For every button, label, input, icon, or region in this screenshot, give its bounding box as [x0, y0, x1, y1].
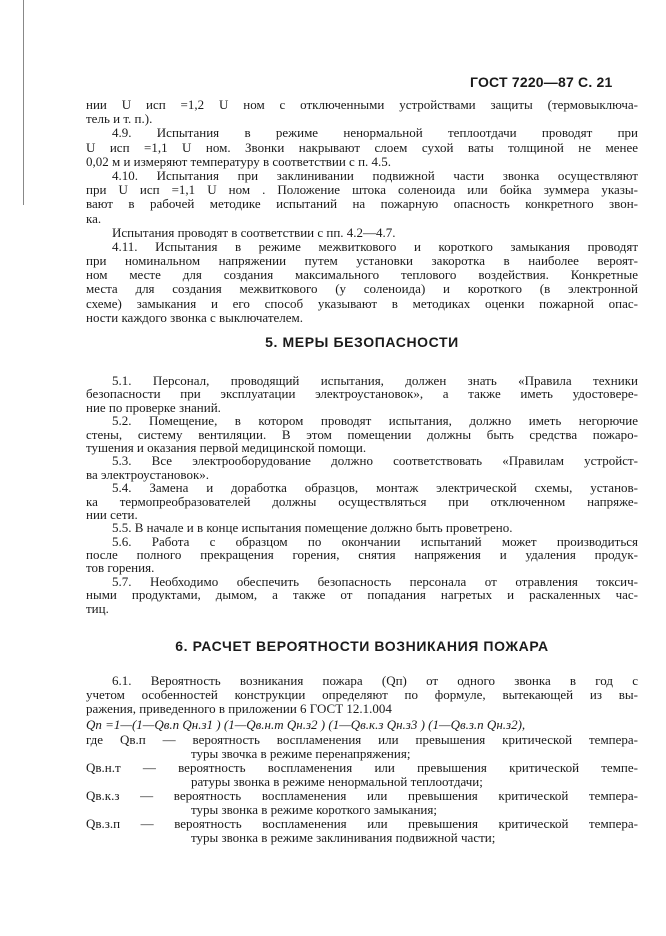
text-line: вают в рабочей методике испытаний на пожарную опасность конкретного звон- [86, 196, 638, 212]
text-line: ка термопреобразователей должны осуществляться при отключенном напряже- [86, 493, 638, 509]
text-line: 4.10. Испытания при заклинивании подвижной части звонка осуществляют [112, 167, 638, 183]
text-line: Qв.н.т — вероятность воспламенения или превышения критической темпе- [86, 760, 638, 775]
text-line: тель и т. п.). [86, 111, 153, 127]
paragraph [86, 98, 638, 126]
text-line: тиц. [86, 600, 109, 616]
section-6-heading: 6. РАСЧЕТ ВЕРОЯТНОСТИ ВОЗНИКАНИЯ ПОЖАРА [175, 638, 549, 654]
text-line: где Qв.п — вероятность воспламенения или превышения критической темпера- [86, 732, 638, 747]
text-line: после полного прекращения горения, снятия напряжения и удаления продук- [86, 547, 638, 563]
text-line: 5.2. Помещение, в котором проводят испытания, должно иметь негорючие [112, 413, 638, 429]
text-line: ва электроустановок». [86, 466, 210, 482]
text-line: 5.4. Замена и доработка образцов, монтаж электрической схемы, установ- [112, 480, 638, 496]
paragraph [86, 521, 638, 534]
paragraph [86, 575, 638, 615]
paragraph [86, 535, 638, 575]
text-line: 4.9. Испытания в режиме ненормальной теплоотдачи проводят при [112, 125, 638, 141]
text-line: безопасности при эксплуатации электроустановок», а также иметь удостовере- [86, 386, 638, 402]
text-line: нии сети. [86, 506, 138, 522]
paragraph [86, 454, 638, 481]
paragraph [86, 126, 638, 169]
text-line: туры звочка в режиме перенапряжения; [191, 746, 411, 761]
text-line: ными продуктами, дымом, а также от попадания нагретых и раскаленных час- [86, 587, 638, 603]
text-line: 5.6. Работа с образцом по окончании испытаний может производиться [112, 533, 638, 549]
text-line: учетом особенностей конструкции определяют по формуле, вытекающей из вы- [86, 687, 638, 702]
text-line: ние по проверке знаний. [86, 399, 221, 415]
text-line: 5.5. В начале и в конце испытания помещение должно быть проветрено. [112, 520, 513, 536]
text-line: ратуры звонка в режиме ненормальной теплоотдачи; [191, 774, 483, 789]
definition-item [86, 817, 638, 845]
section-5-heading: 5. МЕРЫ БЕЗОПАСНОСТИ [265, 334, 459, 350]
text-line: ном месте для создания максимального теплового воздействия. Конкретные [86, 267, 638, 283]
text-line: 6.1. Вероятность возникания пожара (Qп) от одного звонка в год с [112, 673, 638, 688]
paragraph [86, 226, 638, 240]
probability-formula: Qп =1—(1—Qв.п Qн.з1 ) (1—Qв.н.т Qн.з2 ) (1—Qв.к.з Qн.з3 ) (1—Qв.з.п Qн.з2), [86, 717, 526, 732]
text-line: Испытания проводят в соответствии с пп. 4.2—4.7. [112, 224, 396, 240]
text-line: ности каждого звонка с выключателем. [86, 309, 304, 325]
text-line: нии U исп =1,2 U ном с отключенными устройствами защиты (термовыключа- [86, 97, 638, 112]
definition-item [86, 733, 638, 761]
definition-item [86, 761, 638, 789]
text-line: Qв.з.п — вероятность воспламенения или превышения критической темпера- [86, 816, 638, 831]
text-line: схеме) замыкания и его способ указывают в методиках оценки пожарной опас- [86, 295, 638, 311]
text-line: Qв.к.з — вероятность воспламенения или превышения критической темпера- [86, 788, 638, 803]
text-line: U исп =1,1 U ном. Звонки накрывают слоем сухой ваты толщиной не менее [86, 139, 638, 155]
text-line: ражения, приведенного в приложении 6 ГОСТ 12.1.004 [86, 701, 392, 716]
text-line: 5.1. Персонал, проводящий испытания, должен знать «Правила техники [112, 373, 638, 388]
text-line: 0,02 м и измеряют температуру в соответствии с п. 4.5. [86, 153, 392, 169]
section-6-text [86, 674, 638, 845]
scan-margin-line [23, 0, 24, 205]
text-line: 5.7. Необходимо обеспечить безопасность персонала от отравления токсич- [112, 573, 638, 589]
text-line: ка. [86, 210, 102, 226]
text-line: туры звонка в режиме короткого замыкания; [191, 802, 437, 817]
paragraph [86, 169, 638, 226]
section-4-text [86, 98, 638, 325]
definition-item [86, 789, 638, 817]
text-line: тов горения. [86, 560, 155, 576]
text-line: тушения и оказания первой медицинской помощи. [86, 439, 367, 455]
paragraph [86, 414, 638, 454]
paragraph [86, 374, 638, 414]
text-line: туры звонка в режиме заклинивания подвижной части; [191, 830, 496, 845]
page-header: ГОСТ 7220—87 С. 21 [470, 74, 613, 90]
text-line: 4.11. Испытания в режиме межвиткового и короткого замыкания проводят [112, 238, 638, 254]
text-line: 5.3. Все электрооборудование должно соответствовать «Правилам устройст- [112, 453, 638, 469]
paragraph [86, 481, 638, 521]
text-line: при U исп =1,1 U ном . Положение штока соленоида или бойка зуммера указы- [86, 182, 638, 198]
paragraph [86, 240, 638, 325]
section-5-text [86, 374, 638, 615]
text-line: места для создания межвиткового (у соленоида) и короткого (в электронной [86, 281, 638, 297]
text-line: при номинальном напряжении путем установки закоротка в наиболее вероят- [86, 253, 638, 269]
text-line: стены, систему вентиляции. В этом помещении должны быть средства пожаро- [86, 426, 638, 442]
